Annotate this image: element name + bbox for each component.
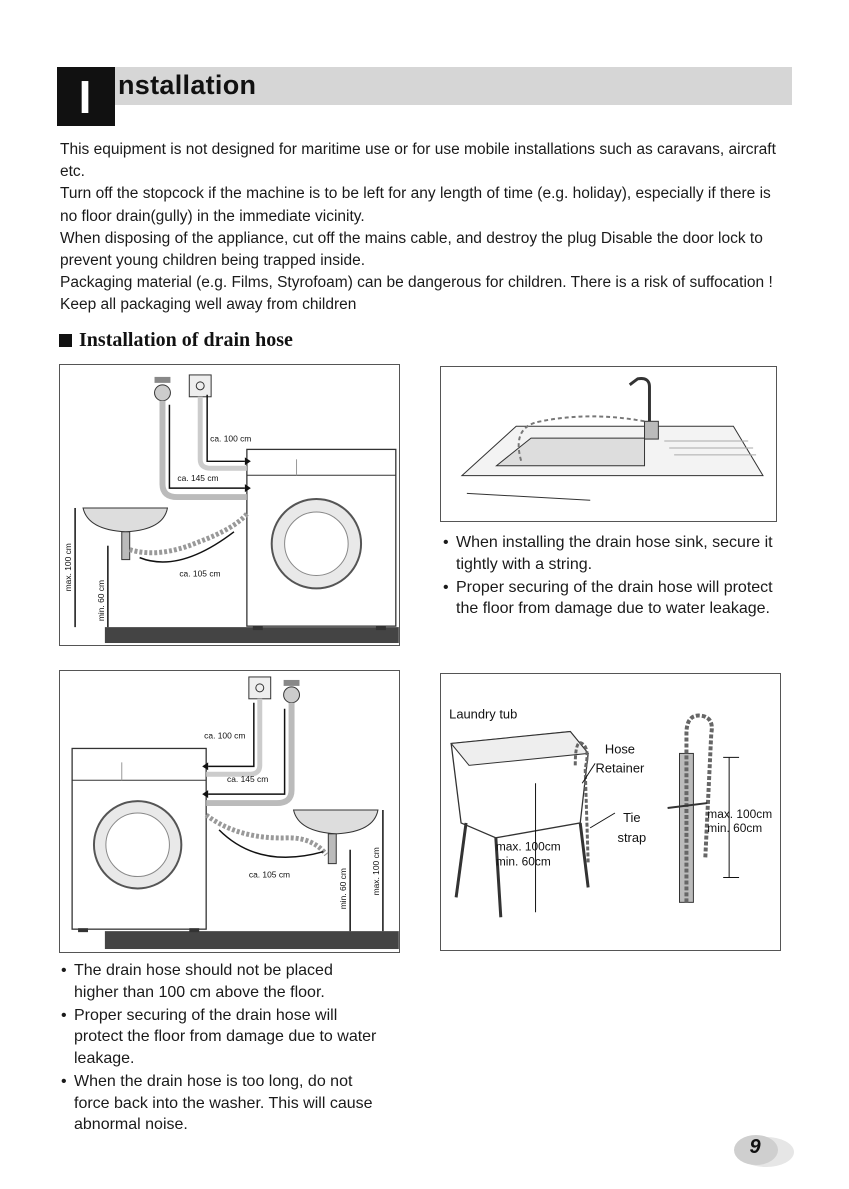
sink-drain-pipe (122, 532, 130, 560)
drain-hose-notes (61, 960, 381, 1137)
sink-drain-pipe (328, 834, 336, 864)
water-tap-icon (155, 385, 171, 401)
inlet-hose (206, 703, 291, 803)
standpipe-installation-illustration (60, 671, 399, 952)
tub-leg (456, 823, 466, 897)
floor-shape (105, 931, 399, 949)
hose-retainer-label: Retainer (595, 760, 645, 776)
page-title: nstallation (118, 70, 257, 100)
max-height-label: max. 100cm (495, 839, 561, 854)
max-height-label: max. 100 cm (63, 543, 74, 592)
dimension-label-145: ca. 145 cm (177, 473, 219, 484)
power-socket-icon (189, 375, 211, 397)
title-initial: I (78, 71, 92, 123)
water-tap-icon (284, 687, 300, 703)
washer-door-glass (106, 813, 170, 877)
dimension-label-100: ca. 100 cm (210, 433, 252, 444)
power-socket-icon (249, 677, 271, 699)
wall-sink (83, 508, 167, 532)
tie-strap-label: Tie (623, 809, 641, 825)
water-tap-handle (284, 680, 300, 686)
wall-sink (294, 810, 378, 834)
laundry-tub-label: Laundry tub (449, 706, 518, 722)
faucet-icon (630, 379, 650, 427)
max-height-label: max. 100 cm (370, 847, 381, 896)
dimension-arrow (140, 532, 234, 562)
note-item: • Proper securing of the drain hose will protect the floor from damage due to water leakage. (61, 1005, 381, 1070)
sink-notes (443, 532, 773, 621)
tie-strap-label: strap (617, 829, 647, 845)
washer-foot (78, 928, 88, 932)
intro-paragraph: Packaging material (e.g. Films, Styrofoam) can be dangerous for children. There is a risk of suffocation ! Keep all packaging well away from children (60, 274, 773, 314)
floor-shape (105, 627, 399, 643)
note-item: • When the drain hose is too long, do not force back into the washer. This will cause abnormal noise. (61, 1071, 381, 1136)
intro-paragraph: This equipment is not designed for maritime use or for use mobile installations such as caravans, aircraft etc. (60, 141, 776, 181)
figure-kitchen-sink (440, 366, 777, 522)
min-height-label: min. 60 cm (95, 579, 106, 622)
min-height-label: min. 60 cm (338, 868, 349, 910)
figure-sink-installation (59, 364, 400, 646)
hose-retainer-label: Hose (604, 741, 635, 757)
dimension-arrow (219, 830, 323, 857)
min-height-label: min. 60cm (495, 854, 551, 869)
water-tap-handle (155, 377, 171, 383)
dimension-label-145: ca. 145 cm (227, 774, 269, 785)
figure-standpipe-installation (59, 670, 400, 953)
washer-foot (376, 626, 386, 630)
intro-paragraph: Turn off the stopcock if the machine is to be left for any length of time (e.g. holiday), especially if there is no floor drain(gully) in the immediate vicinity. (60, 185, 771, 225)
figure-laundry-tub (440, 673, 781, 951)
square-bullet-icon (59, 334, 72, 347)
dimension-label-105: ca. 105 cm (248, 869, 291, 880)
kitchen-sink-illustration (441, 367, 776, 521)
washer-foot (253, 626, 263, 630)
leader-line (590, 813, 615, 828)
dimension-label-100: ca. 100 cm (204, 730, 246, 741)
note-item: • When installing the drain hose sink, secure it tightly with a string. (443, 532, 773, 575)
washer-foot (189, 928, 199, 932)
note-item: • Proper securing of the drain hose will protect the floor from damage due to water leakage. (443, 577, 773, 620)
counter-edge (467, 493, 590, 500)
laundry-tub-illustration (441, 674, 780, 950)
max-height-label: max. 100cm (707, 806, 773, 821)
intro-text (60, 139, 790, 317)
dimension-arrow (207, 395, 245, 462)
min-height-label: min. 60cm (707, 820, 763, 835)
faucet-base (645, 421, 659, 439)
sink-installation-illustration (60, 365, 399, 645)
section-title: Installation of drain hose (79, 329, 293, 351)
intro-paragraph: When disposing of the appliance, cut off the mains cable, and destroy the plug Disable the door lock to prevent young children being trapped inside. (60, 229, 763, 270)
dimension-label-105: ca. 105 cm (179, 568, 221, 579)
note-item: • The drain hose should not be placed higher than 100 cm above the floor. (61, 960, 381, 1003)
page-number: 9 (749, 1136, 761, 1158)
washer-door-glass (285, 512, 349, 576)
section-heading (59, 329, 293, 352)
